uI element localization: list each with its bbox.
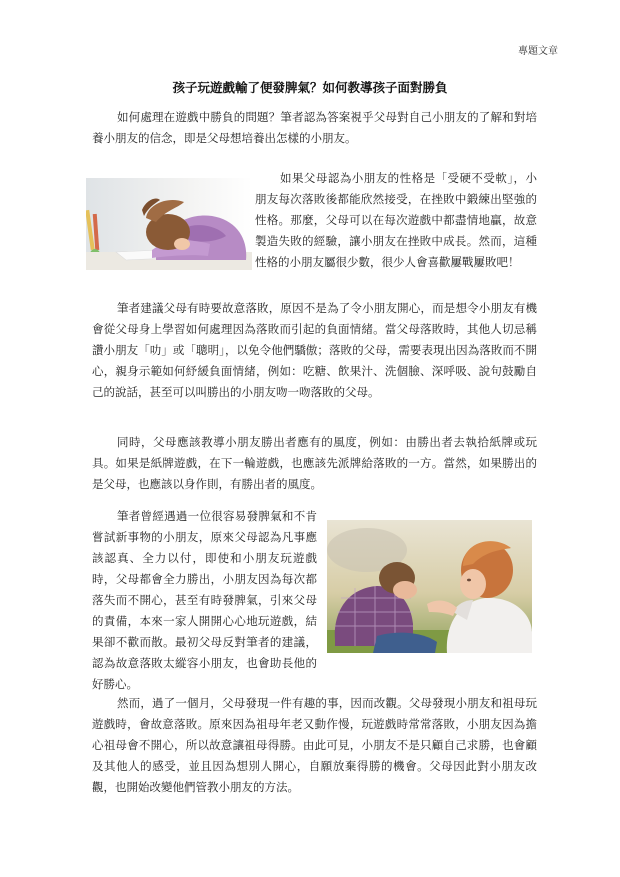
paragraph-1: 如何處理在遊戲中勝負的問題？筆者認為答案視乎父母對自己小朋友的了解和對培養小朋友的信念，即是父母想培養出怎樣的小朋友。 [92, 110, 537, 145]
paragraph-5: 筆者曾經遇過一位很容易發脾氣和不肯嘗試新事物的小朋友，原來父母認為凡事應該認真、全力以付，即使和小朋友玩遊戲時，父母都會全力勝出，小朋友因為每次都落失而不開心，甚至有時發脾氣，引來父母的責備，本來一家人開開心心地玩遊戲，結果卻不歡而散。最初父母反對筆者的建議，認為故意落敗太縱容小朋友，也會助長他的好勝心。 [92, 509, 317, 691]
paragraph-2: 如果父母認為小朋友的性格是「受硬不受軟」，小朋友每次落敗後都能欣然接受，在挫敗中鍛練出堅強的性格。那麼，父母可以在每次遊戲中都盡情地贏，故意製造失敗的經驗，讓小朋友在挫敗中成長。然而，這種性格的小朋友屬很少數，很少人會喜歡屢戰屢敗吧！ [255, 171, 537, 269]
paragraph-6: 然而，過了一個月，父母發現一件有趣的事，因而改觀。父母發現小朋友和祖母玩遊戲時，會故意落敗。原來因為祖母年老又動作慢，玩遊戲時常常落敗，小朋友因為擔心祖母會不開心，所以故意讓祖母得勝。由此可見，小朋友不是只顧自己求勝，也會顧及其他人的感受，並且因為想別人開心，自願放棄得勝的機會。父母因此對小朋友改觀，也開始改變他們管教小朋友的方法。 [92, 696, 537, 794]
paragraph-3: 筆者建議父母有時要故意落敗，原因不是為了令小朋友開心，而是想令小朋友有機會從父母身上學習如何處理因為落敗而引起的負面情緒。當父母落敗時，其他人切忌稱讚小朋友「叻」或「聰明」，以免令他們驕傲；落敗的父母，需要表現出因為落敗而不開心，親身示範如何紓緩負面情緒，例如：吃糖、飲果汁、洗個臉、深呼吸、說句鼓勵自己的說話，甚至可以叫勝出的小朋友吻一吻落敗的父母。 [92, 301, 537, 399]
mother-comforting-child-photo [327, 520, 532, 653]
section-tag: 專題文章 [518, 46, 558, 57]
upset-girl-photo [86, 178, 252, 270]
paragraph-4: 同時，父母應該教導小朋友勝出者應有的風度，例如：由勝出者去執拾紙牌或玩具。如果是紙牌遊戲，在下一輪遊戲，也應該先派牌給落敗的一方。當然，如果勝出的是父母，也應該以身作則，有勝出者的風度。 [92, 435, 537, 491]
article-title: 孩子玩遊戲輸了便發脾氣？如何教導孩子面對勝負 [172, 80, 448, 95]
